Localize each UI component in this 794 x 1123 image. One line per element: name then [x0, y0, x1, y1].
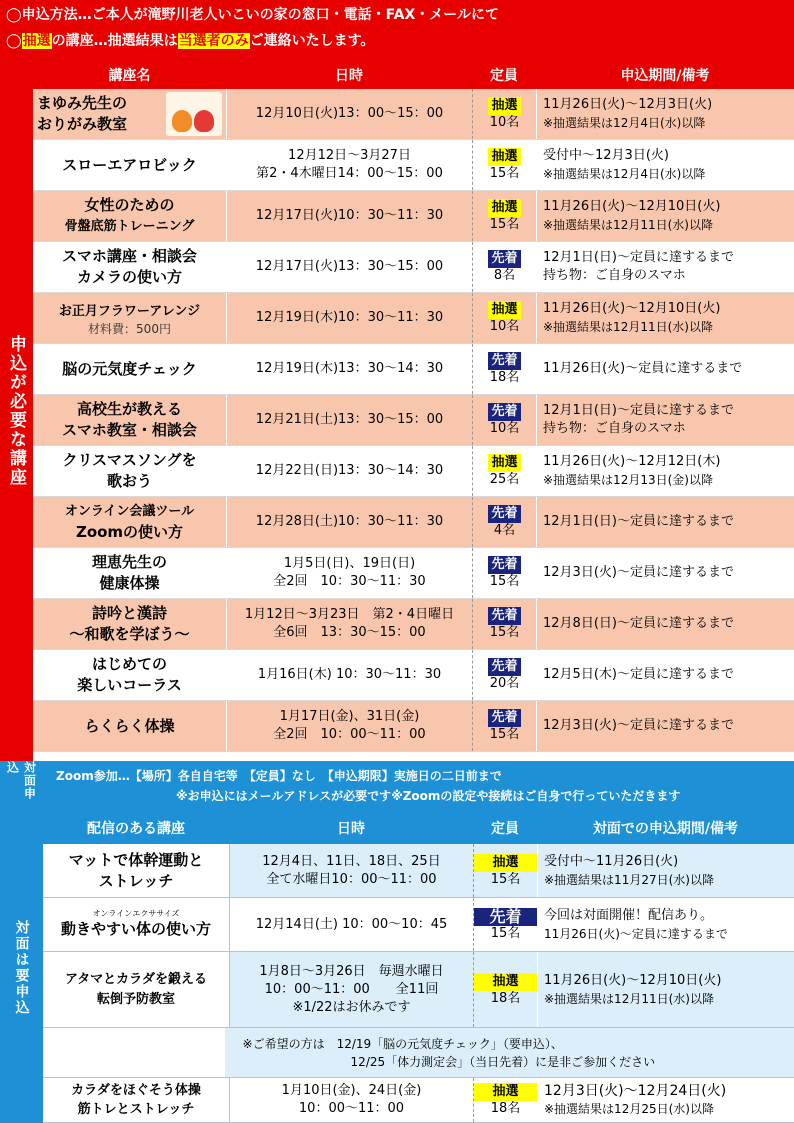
- course-period: [536, 599, 794, 649]
- table-row: [33, 548, 794, 599]
- first-come-badge: 先着: [488, 352, 520, 370]
- notice-text-end: ご連絡いたします。: [249, 33, 375, 49]
- course-date: [226, 599, 472, 649]
- course-date: [226, 89, 472, 139]
- course-name-line1: 動きやすい体の使い方: [60, 920, 211, 938]
- section1-table: [33, 61, 794, 752]
- course-name-line2: 筋トレとストレッチ: [77, 1102, 195, 1117]
- date-line1: 12月17日(火)13：30～15：00: [255, 259, 444, 274]
- course-name-line1: オンライン会議ツール: [64, 504, 195, 519]
- capacity-value: 15名: [490, 871, 521, 887]
- lottery-badge: 抽選: [474, 854, 537, 872]
- course-name: [43, 1078, 229, 1122]
- course-period: [536, 548, 794, 598]
- first-come-badge: 先着: [488, 709, 520, 727]
- section2-side-band: [0, 812, 43, 1123]
- period-line2: ※抽選結果は12月4日(水)以降: [543, 167, 706, 181]
- course-period: [536, 140, 794, 190]
- period-line1: 受付中～11月26日(火): [544, 853, 679, 869]
- course-date: [226, 191, 472, 241]
- course-name-line2: スマホ教室・相談会: [62, 421, 197, 439]
- capacity-value: 18名: [489, 370, 520, 385]
- first-come-badge: 先着: [488, 250, 520, 268]
- table-row: [33, 599, 794, 650]
- date-line1: 12月17日(火)10：30～11：30: [255, 208, 444, 223]
- course-period: [536, 191, 794, 241]
- course-name-line1: 高校生が教える: [76, 400, 182, 418]
- period-line1: 11月26日(火)～12月12日(木): [543, 454, 721, 469]
- course-name-line2: 歌おう: [106, 472, 152, 490]
- period-line2: 11月26日(火)～定員に達するまで: [544, 926, 728, 941]
- lottery-badge: 抽選: [488, 199, 520, 217]
- course-name-line1: 詩吟と漢詩: [91, 604, 167, 622]
- course-name-line2: ～和歌を学ぼう～: [69, 625, 190, 643]
- date-line2: 全6回 13：30～15：00: [273, 625, 426, 640]
- date-line2: 全て水曜日10：00～11：00: [266, 871, 437, 887]
- course-name: [33, 701, 226, 751]
- date-line1: 1月17日(金)、31日(金): [279, 709, 420, 724]
- period-line1: 11月26日(火)～12月3日(火): [543, 97, 713, 112]
- section2-table: [43, 812, 794, 1123]
- course-name: [33, 650, 226, 700]
- table-row: [33, 293, 794, 344]
- course-name-ruby: オンラインエクササイズ: [92, 909, 180, 918]
- lottery-badge: 抽選: [474, 1083, 537, 1101]
- period-line1: 11月26日(火)～12月10日(火): [543, 301, 721, 316]
- date-line2: 第2・4木曜日14：00～15：00: [256, 166, 443, 181]
- table-row: [33, 650, 794, 701]
- course-name-line1: 脳の元気度チェック: [62, 359, 197, 378]
- date-line2: 全2回 10：30～11：30: [273, 574, 426, 589]
- course-name-line2: 転倒予防教室: [96, 991, 175, 1007]
- course-capacity: [472, 89, 536, 139]
- course-name: [43, 952, 229, 1027]
- section2-top-label: 対面申込: [5, 761, 37, 800]
- table-row: [43, 898, 794, 952]
- period-line2: ※抽選結果は12月11日(水)以降: [543, 218, 713, 232]
- date-line3: ※1/22はお休みです: [292, 999, 411, 1015]
- course-period: [537, 844, 794, 897]
- capacity-value: 4名: [493, 523, 516, 538]
- origami-illustration: [166, 92, 222, 136]
- date-line1: 1月10日(金)、24日(金): [281, 1083, 422, 1098]
- period-line1: 11月26日(火)～定員に達するまで: [543, 361, 743, 376]
- first-come-badge: 先着: [488, 607, 520, 625]
- course-name-line1: はじめての: [91, 655, 167, 673]
- period-line1: 今回は対面開催！配信あり。: [544, 907, 714, 923]
- course-date: [226, 650, 472, 700]
- course-name-line1: まゆみ先生の: [37, 94, 128, 112]
- period-line1: 12月8日(日)～定員に達するまで: [543, 616, 734, 631]
- course-capacity: [472, 140, 536, 190]
- lottery-badge: 抽選: [474, 973, 537, 991]
- course-period: [536, 344, 794, 394]
- table-row: [33, 242, 794, 293]
- period-line1: 11月26日(火)～12月10日(火): [543, 199, 721, 214]
- capacity-value: 25名: [489, 472, 520, 487]
- capacity-value: 15名: [489, 625, 520, 640]
- course-name-line1: らくらく体操: [84, 716, 175, 735]
- period-line2: ※抽選結果は11月27日(水)以降: [544, 872, 714, 887]
- course-name-line1: アタマとカラダを鍛える: [65, 971, 207, 987]
- first-come-badge: 先着: [488, 505, 520, 523]
- course-date: [226, 293, 472, 343]
- course-name-line2: カメラの使い方: [76, 268, 182, 286]
- notice-text: の講座…抽選結果は: [51, 33, 178, 49]
- course-period: [536, 497, 794, 547]
- course-date: [226, 701, 472, 751]
- date-line2: 全2回 10：00～11：00: [273, 727, 426, 742]
- course-name-line2: 健康体操: [99, 574, 160, 592]
- course-name-line1: お正月フラワーアレンジ: [58, 303, 201, 319]
- header-name: 講座名: [108, 68, 151, 84]
- first-come-badge: 先着: [488, 403, 520, 421]
- table-row: [33, 344, 794, 395]
- note-text: [225, 1028, 794, 1077]
- course-date: [229, 1078, 473, 1122]
- date-line1: 12月28日(土)10：30～11：30: [255, 514, 444, 529]
- period-line2: ※抽選結果は12月25日(水)以降: [544, 1102, 714, 1116]
- winners-highlight: 当選者のみ: [178, 33, 249, 49]
- header-period: 申込期間/備考: [620, 68, 710, 84]
- origami-fox-icon: [172, 110, 192, 132]
- period-line1: 12月1日(日)～定員に達するまで: [543, 403, 734, 418]
- capacity-value: 15名: [489, 727, 520, 742]
- period-line1: 11月26日(火)～12月10日(火): [544, 972, 722, 988]
- period-line1: 12月1日(日)～定員に達するまで: [543, 514, 734, 529]
- course-name-line2: Zoomの使い方: [75, 523, 184, 541]
- course-name: [33, 344, 226, 394]
- course-period: [536, 293, 794, 343]
- period-line1: 12月3日(火)～12月24日(火): [544, 1083, 727, 1099]
- course-date: [226, 344, 472, 394]
- period-line2: 持ち物：ご自身のスマホ: [543, 268, 686, 283]
- table-row: [43, 844, 794, 898]
- table-row: [33, 701, 794, 752]
- date-line1: 12月19日(木)13：30～14：30: [255, 361, 444, 376]
- course-name: [33, 446, 226, 496]
- capacity-value: 8名: [493, 268, 516, 283]
- course-period: [536, 89, 794, 139]
- course-date: [226, 497, 472, 547]
- period-line2: ※抽選結果は12月13日(金)以降: [543, 473, 713, 487]
- course-name-line1: マットで体幹運動と: [68, 850, 204, 869]
- course-capacity: [472, 701, 536, 751]
- section2-side-label: 対面は要申込: [13, 919, 30, 1016]
- zoom-info-line-1: Zoom参加…【場所】各自自宅等 【定員】なし 【申込期限】実施日の二日前まで: [56, 769, 502, 783]
- course-name-line1: 女性のための: [84, 196, 175, 214]
- date-line1: 12月10日(火)13：00～15：00: [255, 106, 444, 121]
- notice-line-1: ◯申込方法…ご本人が滝野川老人いこいの家の窓口・電話・FAX・メールにて: [6, 7, 499, 23]
- header2-period: 対面での申込期間/備考: [592, 821, 739, 837]
- lottery-highlight: 抽選: [22, 33, 51, 49]
- course-date: [229, 844, 473, 897]
- capacity-value: 15名: [490, 925, 521, 941]
- course-name-line1: クリスマスソングを: [62, 451, 197, 469]
- date-line2: 10：00～11：00 全11回: [264, 981, 439, 997]
- course-name: [33, 293, 226, 343]
- course-period: [536, 446, 794, 496]
- course-period: [537, 898, 794, 951]
- course-name-line1: スローエアロビック: [62, 155, 197, 174]
- table-row: [43, 952, 794, 1028]
- course-period: [536, 650, 794, 700]
- course-name: [33, 395, 226, 445]
- course-period: [537, 1078, 794, 1122]
- header2-name: 配信のある講座: [87, 821, 185, 837]
- course-capacity: [473, 844, 537, 897]
- course-name: [43, 898, 229, 951]
- course-capacity: [472, 446, 536, 496]
- course-capacity: [472, 293, 536, 343]
- period-line1: 12月3日(火)～定員に達するまで: [543, 565, 734, 580]
- course-name: [33, 599, 226, 649]
- course-name-line2: おりがみ教室: [37, 115, 128, 133]
- zoom-info: [43, 761, 794, 812]
- course-capacity: [472, 242, 536, 292]
- header2-date: 日時: [337, 821, 365, 837]
- course-capacity: [472, 395, 536, 445]
- period-line2: 持ち物：ご自身のスマホ: [543, 421, 686, 436]
- capacity-value: 15名: [489, 166, 520, 181]
- date-line1: 12月21日(土)13：30～15：00: [255, 412, 444, 427]
- course-capacity: [472, 599, 536, 649]
- date-line1: 1月12日～3月23日 第2・4日曜日: [244, 607, 455, 622]
- table-row: [33, 89, 794, 140]
- course-date: [229, 952, 473, 1027]
- date-line1: 12月22日(日)13：30～14：30: [255, 463, 444, 478]
- table-row: [33, 140, 794, 191]
- course-capacity: [473, 898, 537, 951]
- table-row: [33, 497, 794, 548]
- course-name: [33, 191, 226, 241]
- header-capacity: 定員: [490, 68, 518, 84]
- course-name: [33, 89, 226, 139]
- course-capacity: [472, 650, 536, 700]
- first-come-badge: 先着: [488, 556, 520, 574]
- first-come-badge: 先着: [488, 658, 520, 676]
- lottery-badge: 抽選: [488, 97, 520, 115]
- section1-side-band: [0, 61, 33, 761]
- note-spacer: [43, 1028, 225, 1077]
- course-name: [33, 140, 226, 190]
- course-date: [226, 446, 472, 496]
- note-line1: ※ご希望の方は 12/19「脳の元気度チェック」（要申込）、: [242, 1036, 563, 1051]
- section1-rows: [33, 89, 794, 752]
- date-line1: 12月4日、11日、18日、25日: [262, 853, 441, 869]
- course-period: [536, 242, 794, 292]
- period-line2: ※抽選結果は12月11日(水)以降: [543, 320, 713, 334]
- course-capacity: [472, 191, 536, 241]
- capacity-value: 15名: [489, 217, 520, 232]
- capacity-value: 18名: [490, 990, 521, 1006]
- course-period: [537, 952, 794, 1027]
- course-name: [33, 242, 226, 292]
- course-name-line2: 楽しいコーラス: [77, 676, 182, 694]
- period-line1: 12月5日(木)～定員に達するまで: [543, 667, 734, 682]
- course-capacity: [473, 1078, 537, 1122]
- zoom-info-line-2: ※お申込にはメールアドレスが必要です※Zoomの設定や接続はご自身で行っていただきます: [176, 789, 681, 803]
- period-line1: 12月1日(日)～定員に達するまで: [543, 250, 734, 265]
- course-date: [226, 242, 472, 292]
- course-date: [226, 140, 472, 190]
- capacity-value: 15名: [489, 574, 520, 589]
- capacity-value: 10名: [489, 319, 520, 334]
- date-line1: 12月12日～3月27日: [288, 148, 411, 163]
- course-date: [229, 898, 473, 951]
- course-name: [43, 844, 229, 897]
- course-date: [226, 548, 472, 598]
- course-date: [226, 395, 472, 445]
- header2-capacity: 定員: [491, 821, 519, 837]
- notice-line-2: [6, 32, 375, 50]
- period-line1: 12月3日(火)～定員に達するまで: [543, 718, 734, 733]
- course-capacity: [472, 548, 536, 598]
- header-date: 日時: [335, 68, 363, 84]
- lottery-badge: 抽選: [488, 301, 520, 319]
- course-capacity: [472, 344, 536, 394]
- course-name: [33, 548, 226, 598]
- course-capacity: [472, 497, 536, 547]
- course-name-line1: スマホ講座・相談会: [62, 247, 197, 265]
- course-capacity: [473, 952, 537, 1027]
- notice-bullet: ◯: [6, 33, 22, 49]
- course-name-line1: 理恵先生の: [91, 553, 167, 571]
- course-period: [536, 701, 794, 751]
- lottery-badge: 抽選: [488, 148, 520, 166]
- first-come-badge: 先着: [474, 908, 537, 926]
- course-name: [33, 497, 226, 547]
- date-line2: 10：00～11：00: [298, 1101, 405, 1116]
- course-name-line2: ストレッチ: [98, 871, 174, 890]
- section2-header: [43, 812, 794, 844]
- table-row: [43, 1078, 794, 1123]
- note-line2: 12/25「体力測定会」（当日先着）に是非ご参加ください: [350, 1054, 656, 1069]
- section1-side-label: 申込が必要な講座: [6, 335, 26, 487]
- table-row: [33, 395, 794, 446]
- section1-header: [33, 61, 794, 89]
- date-line1: 12月14日(土) 10：00～10：45: [255, 916, 448, 932]
- origami-fox-icon: [194, 110, 214, 132]
- lottery-badge: 抽選: [488, 454, 520, 472]
- capacity-value: 10名: [489, 115, 520, 130]
- date-line1: 1月5日(日)、19日(日): [283, 556, 416, 571]
- course-name-line1: カラダをほぐそう体操: [71, 1083, 201, 1098]
- course-name-line2: 材料費：500円: [88, 321, 171, 336]
- date-line1: 1月8日～3月26日 毎週水曜日: [259, 963, 444, 979]
- capacity-value: 20名: [489, 676, 520, 691]
- period-line2: ※抽選結果は12月4日(水)以降: [543, 116, 706, 130]
- table-row: [33, 191, 794, 242]
- participation-note: [43, 1028, 794, 1078]
- period-line2: ※抽選結果は12月11日(水)以降: [544, 991, 714, 1006]
- capacity-value: 10名: [489, 421, 520, 436]
- application-notice: [0, 0, 794, 61]
- period-line1: 受付中～12月3日(火): [543, 148, 669, 163]
- date-line1: 12月19日(木)10：30～11：30: [255, 310, 444, 325]
- table-row: [33, 446, 794, 497]
- capacity-value: 18名: [490, 1101, 521, 1116]
- date-line1: 1月16日(木) 10：30～11：30: [257, 667, 442, 682]
- course-name-line2: 骨盤底筋トレーニング: [64, 219, 195, 234]
- course-period: [536, 395, 794, 445]
